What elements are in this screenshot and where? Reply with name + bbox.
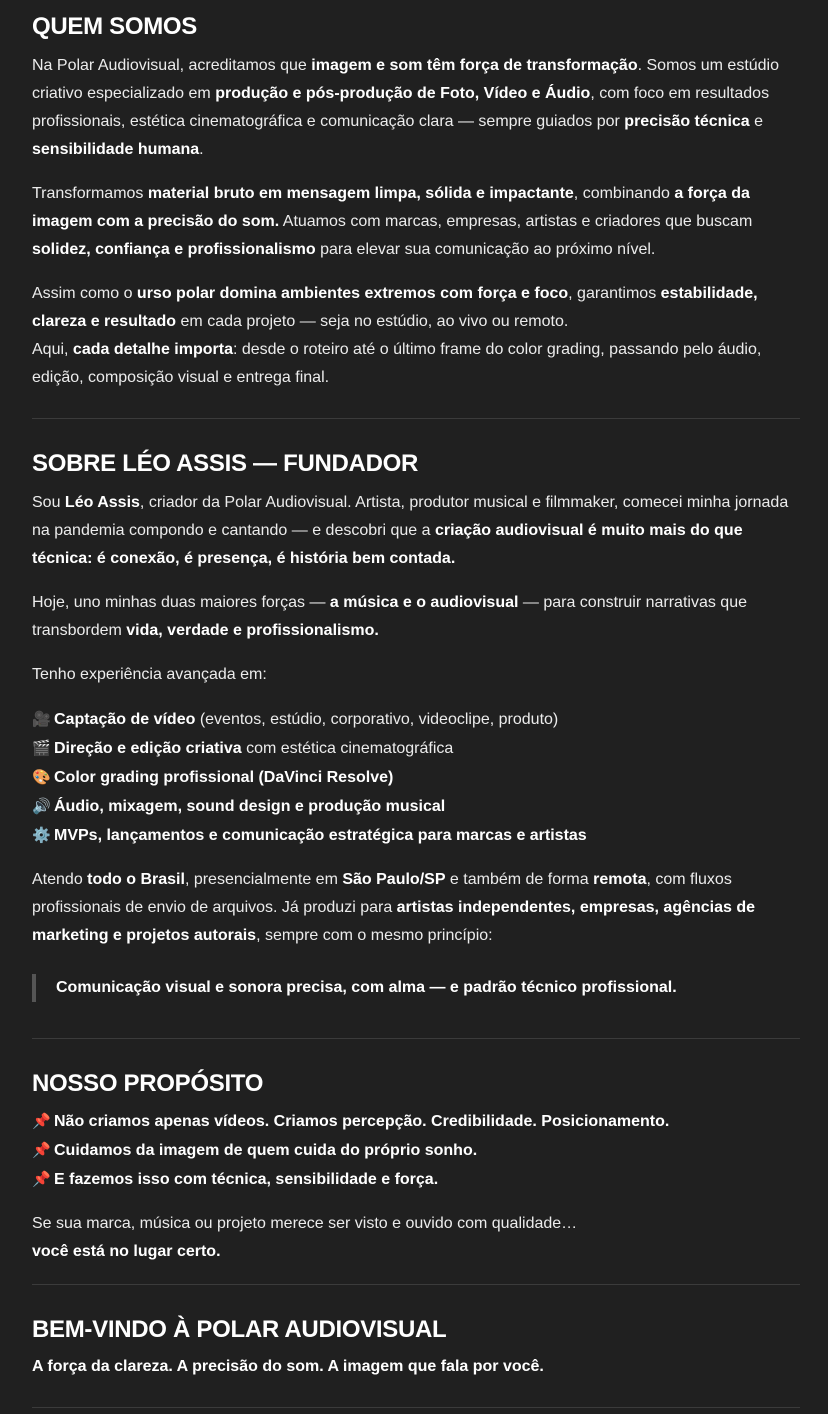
about-paragraph-3a: Assim como o urso polar domina ambientes extremos com força e foco, garantimos estabilidade, clareza e resultado em cada projeto — seja no estúdio, ao vivo ou remoto. [32, 285, 758, 330]
emphasis-text: urso polar domina ambientes extremos com força e foco [136, 285, 569, 302]
welcome-section [32, 1315, 800, 1381]
section-title-welcome: BEM-VINDO À POLAR AUDIOVISUAL [32, 1316, 447, 1343]
list-item-text [54, 798, 445, 815]
list-item-text [54, 1113, 669, 1130]
emphasis-text: São Paulo/SP [342, 871, 446, 888]
founder-paragraph-1: Sou Léo Assis, criador da Polar Audiovisual. Artista, produtor musical e filmmaker, comecei minha jornada na pandemia compondo e cantando — e descobri que a criação audiovisual é muito mais do que técnica: é conexão, é presença, é história bem contada. [32, 494, 789, 567]
pushpin-icon: 📌 [32, 1170, 51, 1188]
emphasis-text: Não criamos apenas vídeos. Criamos percepção. Credibilidade. Posicionamento. [54, 1113, 670, 1130]
speaker-icon: 🔊 [32, 797, 51, 815]
list-item-text [54, 1142, 477, 1159]
skill-item [32, 734, 800, 763]
skill-item [32, 792, 800, 821]
about-paragraph-2: Transformamos material bruto em mensagem limpa, sólida e impactante, combinando a força da imagem com a precisão do som. Atuamos com marcas, empresas, artistas e criadores que buscam solidez, confiança e profissionalismo para elevar sua comunicação ao próximo nível. [32, 185, 753, 258]
emphasis-text: cada detalhe importa [72, 341, 233, 358]
emphasis-text: remota [593, 871, 647, 888]
list-item-text [54, 769, 393, 786]
clapper-board-icon: 🎬 [32, 739, 51, 757]
founder-paragraph-2: Hoje, uno minhas duas maiores forças — a música e o audiovisual — para construir narrativas que transbordem vida, verdade e profissionalismo. [32, 594, 747, 639]
emphasis-text: a força da imagem com a precisão do som. [32, 185, 750, 230]
emphasis-text: MVPs, lançamentos e comunicação estratégica para marcas e artistas [54, 827, 587, 844]
list-item-text: Captação de vídeo (eventos, estúdio, corporativo, videoclipe, produto) [54, 711, 559, 728]
skill-item [32, 821, 800, 850]
emphasis-text: produção e pós-produção de Foto, Vídeo e Áudio [215, 85, 591, 102]
purpose-section [32, 1069, 800, 1266]
video-camera-icon: 🎥 [32, 710, 51, 728]
about-section [32, 0, 800, 392]
founder-section [32, 449, 800, 1002]
emphasis-text: imagem e som têm força de transformação [311, 57, 638, 74]
emphasis-text: todo o Brasil [87, 871, 185, 888]
purpose-item [32, 1107, 800, 1136]
list-item-text: Direção e edição criativa com estética cinematográfica [54, 740, 454, 757]
emphasis-text: sensibilidade humana [32, 141, 200, 158]
emphasis-text: solidez, confiança e profissionalismo [32, 241, 316, 258]
section-title-founder: SOBRE LÉO ASSIS — FUNDADOR [32, 450, 419, 477]
list-item-text [54, 1171, 438, 1188]
gear-icon: ⚙️ [32, 826, 51, 844]
closing-line-2: você está no lugar certo. [32, 1243, 221, 1260]
emphasis-text: a música e o audiovisual [329, 594, 519, 611]
emphasis-text: artistas independentes, empresas, agências de marketing e projetos autorais [32, 899, 756, 944]
emphasis-text: Áudio, mixagem, sound design e produção musical [54, 798, 446, 815]
pushpin-icon: 📌 [32, 1141, 51, 1159]
purpose-item [32, 1136, 800, 1165]
list-item-text [54, 827, 587, 844]
emphasis-text: Captação de vídeo [54, 711, 196, 728]
emphasis-text: criação audiovisual é muito mais do que técnica: é conexão, é presença, é história bem contada. [32, 522, 743, 567]
pushpin-icon: 📌 [32, 1112, 51, 1130]
section-title-about: QUEM SOMOS [32, 13, 198, 40]
emphasis-text: material bruto em mensagem limpa, sólida e impactante [147, 185, 574, 202]
emphasis-text: vida, verdade e profissionalismo. [126, 622, 379, 639]
blockquote [32, 974, 800, 1002]
welcome-tagline: A força da clareza. A precisão do som. A imagem que fala por você. [32, 1358, 544, 1375]
emphasis-text: Cuidamos da imagem de quem cuida do próprio sonho. [54, 1142, 478, 1159]
about-paragraph-1: Na Polar Audiovisual, acreditamos que imagem e som têm força de transformação. Somos um estúdio criativo especializado em produção e pós-produção de Foto, Vídeo e Áudio, com foco em resultados profissionais, estética cinematográfica e comunicação clara — sempre guiados por precisão técnica e sensibilidade humana. [32, 57, 780, 158]
about-paragraph-3b: Aqui, cada detalhe importa: desde o roteiro até o último frame do color grading, passando pelo áudio, edição, composição visual e entrega final. [32, 341, 762, 386]
divider [32, 1407, 800, 1408]
emphasis-text: Léo Assis [64, 494, 140, 511]
emphasis-text: E fazemos isso com técnica, sensibilidade e força. [54, 1171, 439, 1188]
quote-text: Comunicação visual e sonora precisa, com alma — e padrão técnico profissional. [56, 979, 677, 996]
emphasis-text: Color grading profissional (DaVinci Resolve) [54, 769, 394, 786]
founder-paragraph-3: Tenho experiência avançada em: [32, 666, 267, 683]
skill-item [32, 705, 800, 734]
skills-list [32, 705, 800, 850]
founder-paragraph-4: Atendo todo o Brasil, presencialmente em São Paulo/SP e também de forma remota, com fluxos profissionais de envio de arquivos. Já produzi para artistas independentes, empresas, agências de marketing e projetos autorais, sempre com o mesmo princípio: [32, 871, 756, 944]
palette-icon: 🎨 [32, 768, 51, 786]
skill-item [32, 763, 800, 792]
purpose-item [32, 1165, 800, 1194]
section-title-purpose: NOSSO PROPÓSITO [32, 1070, 264, 1097]
purpose-list [32, 1107, 800, 1194]
emphasis-text: estabilidade, clareza e resultado [32, 285, 758, 330]
emphasis-text: Direção e edição criativa [54, 740, 242, 757]
closing-line-1: Se sua marca, música ou projeto merece ser visto e ouvido com qualidade… [32, 1215, 578, 1232]
emphasis-text: precisão técnica [624, 113, 750, 130]
